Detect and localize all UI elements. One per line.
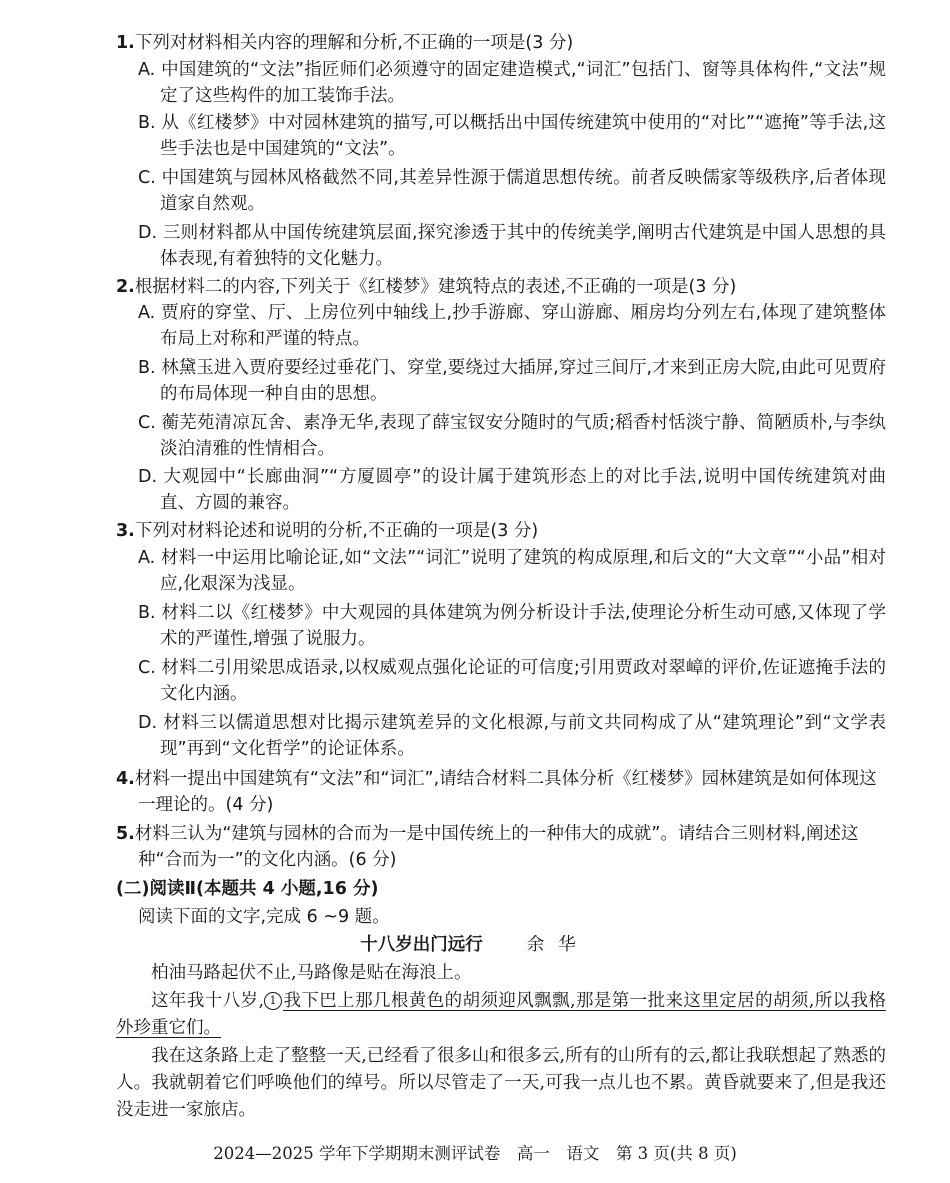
- story-title: 十八岁出门远行: [360, 935, 483, 955]
- story-paragraph-1: 柏油马路起伏不止,马路像是贴在海浪上。: [151, 963, 472, 983]
- underlined-text: 我下巴上那几根黄色的胡须迎风飘飘,那是第一批来这里定居的胡须,所以我格外珍重它们。: [116, 991, 887, 1038]
- question-3-option-d: D. 材料三以儒道思想对比揭示建筑差异的文化根源,与前文共同构成了从“建筑理论”到“文学表现”再到“文化哲学”的论证体系。: [138, 713, 886, 759]
- question-3-option-a: A. 材料一中运用比喻论证,如“文法”“词汇”说明了建筑的构成原理,和后文的“大文章”“小品”相对应,化艰深为浅显。: [138, 548, 886, 594]
- question-text: 材料三认为“建筑与园林的合而为一是中国传统上的一种伟大的成就”。请结合三则材料,阐述这种“合而为一”的文化内涵。(6 分): [134, 824, 859, 870]
- question-2-option-b: B. 林黛玉进入贾府要经过垂花门、穿堂,要绕过大插屏,穿过三间厅,才来到正房大院,由此可见贾府的布局体现一种自由的思想。: [138, 358, 886, 404]
- question-3-option-c: C. 材料二引用梁思成语录,以权威观点强化论证的可信度;引用贾政对翠嶂的评价,佐证遮掩手法的文化内涵。: [138, 658, 886, 704]
- question-text: 根据材料二的内容,下列关于《红楼梦》建筑特点的表述,不正确的一项是(3 分): [134, 277, 737, 297]
- question-4-stem: [116, 766, 886, 818]
- question-number: 4.: [116, 769, 135, 789]
- section-instruction: 阅读下面的文字,完成 6 ~9 题。: [138, 907, 390, 927]
- question-text: 下列对材料相关内容的理解和分析,不正确的一项是(3 分): [134, 33, 574, 53]
- question-text: 材料一提出中国建筑有“文法”和“词汇”,请结合材料二具体分析《红楼梦》园林建筑是如何体现这一理论的。(4 分): [134, 769, 877, 815]
- story-paragraph-2: [116, 988, 886, 1042]
- question-2-stem: [116, 274, 886, 300]
- question-1-option-d: D. 三则材料都从中国传统建筑层面,探究渗透于其中的传统美学,阐明古代建筑是中国人思想的具体表现,有着独特的文化魅力。: [138, 223, 886, 269]
- paragraph-text: 这年我十八岁,: [151, 991, 265, 1011]
- question-1-stem: [116, 30, 886, 56]
- story-title-line: [0, 932, 950, 958]
- question-2-option-c: C. 蘅芜苑清凉瓦舍、素净无华,表现了薛宝钗安分随时的气质;稻香村恬淡宁静、简陋质朴,与李纨淡泊清雅的性情相合。: [138, 413, 886, 459]
- circled-number-marker: 1: [264, 992, 282, 1010]
- section-heading: (二)阅读Ⅱ(本题共 4 小题,16 分): [116, 879, 379, 899]
- question-number: 2.: [116, 277, 135, 297]
- question-number: 5.: [116, 824, 135, 844]
- question-2-option-d: D. 大观园中“长廊曲洞”“方厦圆亭”的设计属于建筑形态上的对比手法,说明中国传统建筑对曲直、方圆的兼容。: [138, 467, 886, 513]
- question-1-option-a: A. 中国建筑的“文法”指匠师们必须遵守的固定建造模式,“词汇”包括门、窗等具体构件,“文法”规定了这些构件的加工装饰手法。: [138, 60, 886, 106]
- question-number: 1.: [116, 33, 135, 53]
- story-paragraph-3: 我在这条路上走了整整一天,已经看了很多山和很多云,所有的山所有的云,都让我联想起了熟悉的人。我就朝着它们呼唤他们的绰号。所以尽管走了一天,可我一点儿也不累。黄昏就要来了,但是我还没走进一家旅店。: [116, 1046, 886, 1120]
- story-author: 余华: [526, 935, 590, 955]
- question-1-option-c: C. 中国建筑与园林风格截然不同,其差异性源于儒道思想传统。前者反映儒家等级秩序,后者体现道家自然观。: [138, 168, 886, 214]
- question-2-option-a: A. 贾府的穿堂、厅、上房位列中轴线上,抄手游廊、穿山游廊、厢房均分列左右,体现了建筑整体布局上对称和严谨的特点。: [138, 303, 886, 349]
- question-3-option-b: B. 材料二以《红楼梦》中大观园的具体建筑为例分析设计手法,使理论分析生动可感,又体现了学术的严谨性,增强了说服力。: [138, 603, 886, 649]
- question-text: 下列对材料论述和说明的分析,不正确的一项是(3 分): [134, 521, 539, 541]
- question-1-option-b: B. 从《红楼梦》中对园林建筑的描写,可以概括出中国传统建筑中使用的“对比”“遮掩”等手法,这些手法也是中国建筑的“文法”。: [138, 113, 886, 159]
- question-5-stem: [116, 821, 886, 873]
- question-number: 3.: [116, 521, 135, 541]
- question-3-stem: [116, 518, 886, 544]
- page-footer: 2024—2025 学年下学期期末测评试卷 高一 语文 第 3 页(共 8 页): [213, 1144, 737, 1163]
